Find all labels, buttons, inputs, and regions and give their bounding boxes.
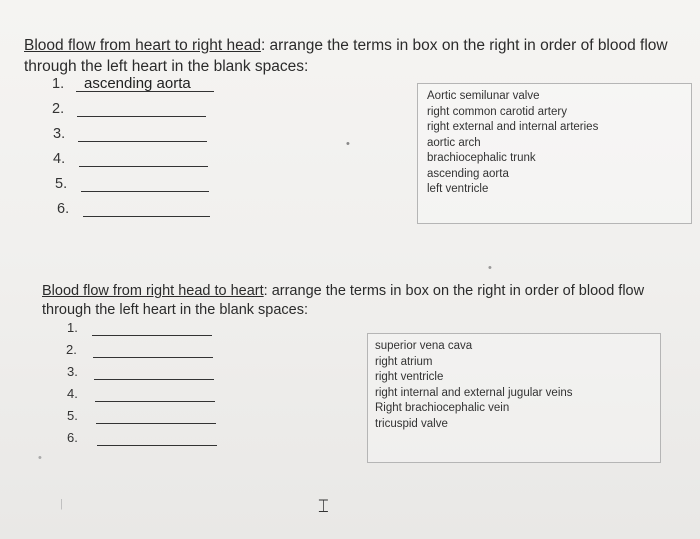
item-number: 5. bbox=[67, 408, 78, 423]
term-item: tricuspid valve bbox=[375, 417, 448, 430]
answer-blank[interactable] bbox=[77, 116, 206, 117]
section1-terms-list bbox=[427, 89, 598, 198]
paper-speck: • bbox=[346, 138, 350, 150]
section2-title-rest: : arrange the terms in box on the right in order of blood flow bbox=[263, 283, 645, 299]
answer-blank[interactable] bbox=[81, 191, 209, 192]
section1-title-underlined: Blood flow from heart to right head bbox=[24, 37, 261, 54]
item-number: 1. bbox=[67, 320, 78, 335]
item-number: 3. bbox=[67, 364, 78, 379]
item-number: 6. bbox=[57, 201, 70, 217]
term-item: right common carotid artery bbox=[427, 105, 567, 118]
paper-speck: | bbox=[60, 498, 63, 510]
term-item: right external and internal arteries bbox=[427, 121, 599, 133]
term-item: Right brachiocephalic vein bbox=[375, 402, 510, 414]
section1-title bbox=[24, 35, 684, 77]
term-item: right atrium bbox=[375, 355, 433, 368]
answer-text: ascending aorta bbox=[84, 75, 191, 92]
item-number: 5. bbox=[55, 176, 68, 192]
term-item: brachiocephalic trunk bbox=[427, 152, 536, 164]
paper-speck: • bbox=[38, 452, 42, 464]
answer-blank[interactable] bbox=[95, 401, 215, 402]
section2-terms-box bbox=[367, 333, 661, 463]
term-item: Aortic semilunar valve bbox=[427, 90, 540, 102]
section2-title-line2: through the left heart in the blank spaces: bbox=[42, 302, 309, 318]
section1-terms-box bbox=[417, 83, 692, 224]
item-number: 2. bbox=[52, 101, 65, 117]
term-item: aortic arch bbox=[427, 136, 481, 149]
term-item: right internal and external jugular veins bbox=[375, 386, 573, 399]
item-number: 2. bbox=[66, 342, 77, 357]
section2-title-underlined: Blood flow from right head to heart bbox=[42, 283, 264, 299]
answer-blank[interactable] bbox=[92, 335, 212, 336]
section2-terms-list bbox=[375, 339, 573, 432]
answer-blank[interactable] bbox=[96, 423, 216, 424]
section2-title bbox=[42, 282, 682, 320]
answer-blank[interactable] bbox=[79, 166, 208, 167]
item-number: 6. bbox=[67, 430, 78, 445]
text-cursor-icon: ⌶ bbox=[318, 496, 329, 517]
section1-title-line2: through the left heart in the blank spaces: bbox=[24, 58, 309, 75]
item-number: 3. bbox=[53, 126, 66, 142]
term-item: left ventricle bbox=[427, 183, 489, 195]
answer-blank[interactable] bbox=[83, 216, 210, 217]
item-number: 1. bbox=[52, 76, 65, 92]
answer-blank[interactable] bbox=[93, 357, 213, 358]
paper-speck: • bbox=[488, 262, 492, 274]
item-number: 4. bbox=[67, 386, 78, 401]
item-number: 4. bbox=[53, 151, 66, 167]
answer-blank[interactable] bbox=[97, 445, 217, 446]
answer-blank[interactable] bbox=[78, 141, 207, 142]
term-item: ascending aorta bbox=[427, 167, 509, 180]
answer-blank[interactable] bbox=[94, 379, 214, 380]
term-item: right ventricle bbox=[375, 371, 444, 383]
term-item: superior vena cava bbox=[375, 340, 473, 352]
section1-title-rest: : arrange the terms in box on the right in order of blood flow bbox=[260, 37, 668, 54]
